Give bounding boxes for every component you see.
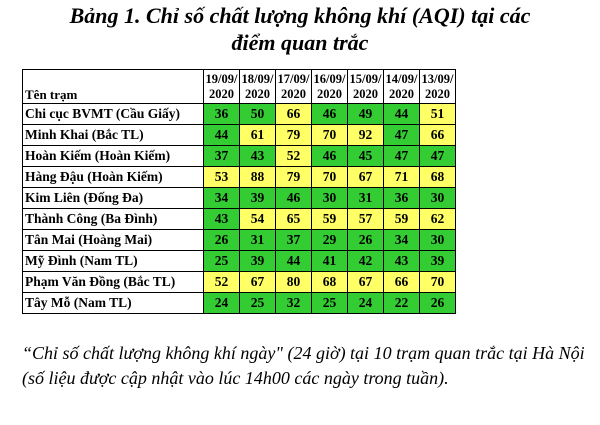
- aqi-value-cell: 32: [276, 293, 312, 314]
- aqi-value-cell: 26: [348, 230, 384, 251]
- aqi-value-cell: 30: [312, 188, 348, 209]
- aqi-value-cell: 25: [312, 293, 348, 314]
- aqi-value-cell: 47: [420, 146, 456, 167]
- date-column-header: [276, 70, 312, 104]
- aqi-value-cell: 43: [384, 251, 420, 272]
- aqi-value-cell: 25: [240, 293, 276, 314]
- date-column-header: [204, 70, 240, 104]
- date-label: 13/09/: [421, 71, 454, 86]
- date-label: 15/09/: [349, 71, 382, 86]
- aqi-value-cell: 70: [312, 125, 348, 146]
- aqi-value-cell: 62: [420, 209, 456, 230]
- year-label: 2020: [425, 86, 450, 101]
- year-label: 2020: [317, 86, 342, 101]
- aqi-value-cell: 67: [348, 272, 384, 293]
- aqi-value-cell: 31: [240, 230, 276, 251]
- station-name: Chi cục BVMT (Cầu Giấy): [23, 104, 204, 125]
- table-row: [23, 188, 456, 209]
- aqi-value-cell: 88: [240, 167, 276, 188]
- aqi-value-cell: 49: [348, 104, 384, 125]
- aqi-value-cell: 41: [312, 251, 348, 272]
- date-label: 17/09/: [277, 71, 310, 86]
- aqi-value-cell: 26: [204, 230, 240, 251]
- aqi-value-cell: 37: [276, 230, 312, 251]
- aqi-value-cell: 52: [204, 272, 240, 293]
- date-label: 14/09/: [385, 71, 418, 86]
- aqi-value-cell: 67: [240, 272, 276, 293]
- aqi-value-cell: 57: [348, 209, 384, 230]
- header-row: [23, 70, 456, 104]
- table-row: [23, 146, 456, 167]
- aqi-value-cell: 66: [276, 104, 312, 125]
- aqi-table: [22, 69, 456, 314]
- date-column-header: [240, 70, 276, 104]
- aqi-value-cell: 59: [312, 209, 348, 230]
- aqi-value-cell: 46: [276, 188, 312, 209]
- table-body: [23, 104, 456, 314]
- aqi-value-cell: 61: [240, 125, 276, 146]
- table-row: [23, 104, 456, 125]
- aqi-value-cell: 53: [204, 167, 240, 188]
- aqi-value-cell: 80: [276, 272, 312, 293]
- table-title: [0, 2, 600, 56]
- aqi-value-cell: 37: [204, 146, 240, 167]
- date-label: 18/09/: [241, 71, 274, 86]
- aqi-value-cell: 30: [420, 188, 456, 209]
- table-row: [23, 293, 456, 314]
- table-row: [23, 209, 456, 230]
- aqi-value-cell: 24: [348, 293, 384, 314]
- aqi-value-cell: 29: [312, 230, 348, 251]
- table-row: [23, 251, 456, 272]
- station-name: Tây Mỗ (Nam TL): [23, 293, 204, 314]
- station-name: Phạm Văn Đồng (Bắc TL): [23, 272, 204, 293]
- station-name: Tân Mai (Hoàng Mai): [23, 230, 204, 251]
- aqi-value-cell: 47: [384, 146, 420, 167]
- aqi-value-cell: 43: [240, 146, 276, 167]
- aqi-value-cell: 31: [348, 188, 384, 209]
- aqi-value-cell: 66: [384, 272, 420, 293]
- aqi-value-cell: 67: [348, 167, 384, 188]
- aqi-value-cell: 51: [420, 104, 456, 125]
- aqi-value-cell: 36: [204, 104, 240, 125]
- station-name: Hàng Đậu (Hoàn Kiếm): [23, 167, 204, 188]
- aqi-value-cell: 70: [312, 167, 348, 188]
- aqi-value-cell: 24: [204, 293, 240, 314]
- aqi-value-cell: 52: [276, 146, 312, 167]
- aqi-value-cell: 39: [240, 251, 276, 272]
- aqi-value-cell: 34: [204, 188, 240, 209]
- aqi-value-cell: 79: [276, 125, 312, 146]
- table-row: [23, 230, 456, 251]
- aqi-value-cell: 68: [420, 167, 456, 188]
- aqi-value-cell: 44: [384, 104, 420, 125]
- aqi-value-cell: 44: [204, 125, 240, 146]
- year-label: 2020: [245, 86, 270, 101]
- date-column-header: [348, 70, 384, 104]
- date-label: 19/09/: [205, 71, 238, 86]
- aqi-value-cell: 34: [384, 230, 420, 251]
- aqi-value-cell: 36: [384, 188, 420, 209]
- aqi-value-cell: 54: [240, 209, 276, 230]
- aqi-value-cell: 44: [276, 251, 312, 272]
- aqi-value-cell: 43: [204, 209, 240, 230]
- date-column-header: [420, 70, 456, 104]
- title-line-1: Bảng 1. Chỉ số chất lượng không khí (AQI) tại các: [69, 3, 531, 28]
- year-label: 2020: [209, 86, 234, 101]
- aqi-value-cell: 26: [420, 293, 456, 314]
- aqi-value-cell: 70: [420, 272, 456, 293]
- date-label: 16/09/: [313, 71, 346, 86]
- title-line-2: điểm quan trắc: [231, 30, 369, 55]
- table-row: [23, 272, 456, 293]
- aqi-value-cell: 65: [276, 209, 312, 230]
- aqi-value-cell: 46: [312, 104, 348, 125]
- aqi-value-cell: 59: [384, 209, 420, 230]
- aqi-value-cell: 50: [240, 104, 276, 125]
- aqi-value-cell: 39: [240, 188, 276, 209]
- aqi-value-cell: 22: [384, 293, 420, 314]
- aqi-value-cell: 66: [420, 125, 456, 146]
- table-row: [23, 167, 456, 188]
- date-column-header: [384, 70, 420, 104]
- caption: “Chỉ số chất lượng không khí ngày" (24 giờ) tại 10 trạm quan trắc tại Hà Nội (số liệu được cập nhật vào lúc 14h00 các ngày trong tuần).: [22, 343, 585, 388]
- date-column-header: [312, 70, 348, 104]
- aqi-value-cell: 30: [420, 230, 456, 251]
- aqi-value-cell: 79: [276, 167, 312, 188]
- year-label: 2020: [353, 86, 378, 101]
- station-column-header: Tên trạm: [23, 70, 204, 104]
- station-name: Thành Công (Ba Đình): [23, 209, 204, 230]
- station-name: Minh Khai (Bắc TL): [23, 125, 204, 146]
- table-row: [23, 125, 456, 146]
- station-name: Kim Liên (Đống Đa): [23, 188, 204, 209]
- station-name: Hoàn Kiếm (Hoàn Kiếm): [23, 146, 204, 167]
- station-name: Mỹ Đình (Nam TL): [23, 251, 204, 272]
- aqi-value-cell: 71: [384, 167, 420, 188]
- year-label: 2020: [389, 86, 414, 101]
- aqi-value-cell: 42: [348, 251, 384, 272]
- aqi-value-cell: 47: [384, 125, 420, 146]
- aqi-value-cell: 46: [312, 146, 348, 167]
- aqi-value-cell: 39: [420, 251, 456, 272]
- aqi-value-cell: 45: [348, 146, 384, 167]
- year-label: 2020: [281, 86, 306, 101]
- aqi-value-cell: 25: [204, 251, 240, 272]
- aqi-value-cell: 92: [348, 125, 384, 146]
- aqi-value-cell: 68: [312, 272, 348, 293]
